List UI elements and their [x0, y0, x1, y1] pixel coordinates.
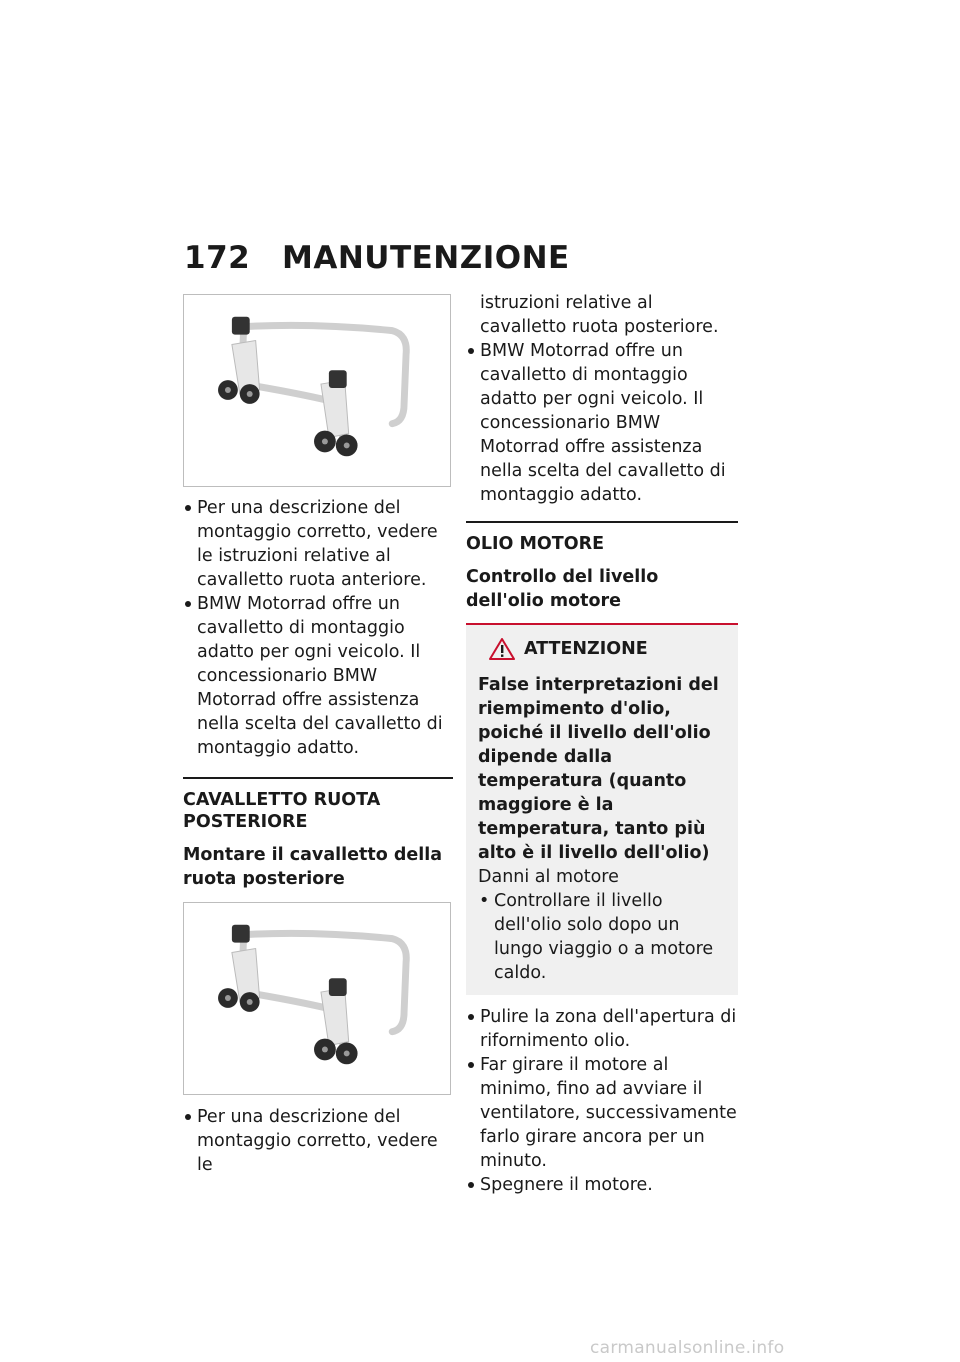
page-title: MANUTENZIONE — [282, 240, 570, 276]
watermark: carmanualsonline.info — [590, 1338, 785, 1358]
page-number: 172 — [184, 240, 251, 276]
sub-title-oil-level-check: Controllo del livello dell'olio motore — [466, 567, 659, 611]
section-title-rear-stand: CAVALLETTO RUOTA POSTERIORE — [183, 777, 453, 833]
list-item: Per una descrizione del montaggio corretto, vedere le istruzioni relative al cavalletto ruota anteriore. — [183, 496, 453, 592]
section-title-engine-oil: OLIO MOTORE — [466, 521, 738, 555]
warning-consequence: Danni al motore — [478, 867, 619, 887]
continued-text: istruzioni relative al cavalletto ruota posteriore. — [480, 293, 719, 337]
left-column — [183, 294, 453, 1177]
rear-stand-illustration — [183, 902, 451, 1095]
list-item: BMW Motorrad offre un cavalletto di montaggio adatto per ogni veicolo. Il concessionario BMW Motorrad offre assistenza nella scelta del cavalletto di montaggio adatto. — [466, 339, 738, 507]
right-column — [466, 291, 738, 1197]
warning-box — [466, 623, 738, 995]
list-item: Far girare il motore al minimo, fino ad avviare il ventilatore, successivamente farlo girare ancora per un minuto. — [466, 1053, 738, 1173]
sub-title-mount-rear-stand: Montare il cavalletto della ruota posteriore — [183, 845, 443, 889]
list-item: Per una descrizione del montaggio corretto, vedere le — [183, 1105, 453, 1177]
stand-drawing — [184, 903, 450, 1094]
warning-action: • Controllare il livello dell'olio solo dopo un lungo viaggio o a motore caldo. — [478, 889, 728, 985]
warning-label: ATTENZIONE — [524, 639, 648, 659]
warning-description: False interpretazioni del riempimento d'olio, poiché il livello dell'olio dipende dalla temperatura (quanto maggiore è la temperatura, tanto più alto è il livello dell'olio) — [478, 675, 719, 863]
page-header — [184, 240, 570, 276]
list-item: Pulire la zona dell'apertura di rifornimento olio. — [466, 1005, 738, 1053]
warning-triangle-icon — [488, 637, 516, 661]
front-stand-illustration — [183, 294, 451, 487]
stand-drawing — [184, 295, 450, 486]
list-item: BMW Motorrad offre un cavalletto di montaggio adatto per ogni veicolo. Il concessionario BMW Motorrad offre assistenza nella scelta del cavalletto di montaggio adatto. — [183, 592, 453, 760]
warning-header — [488, 637, 728, 661]
list-item: Spegnere il motore. — [466, 1173, 738, 1197]
